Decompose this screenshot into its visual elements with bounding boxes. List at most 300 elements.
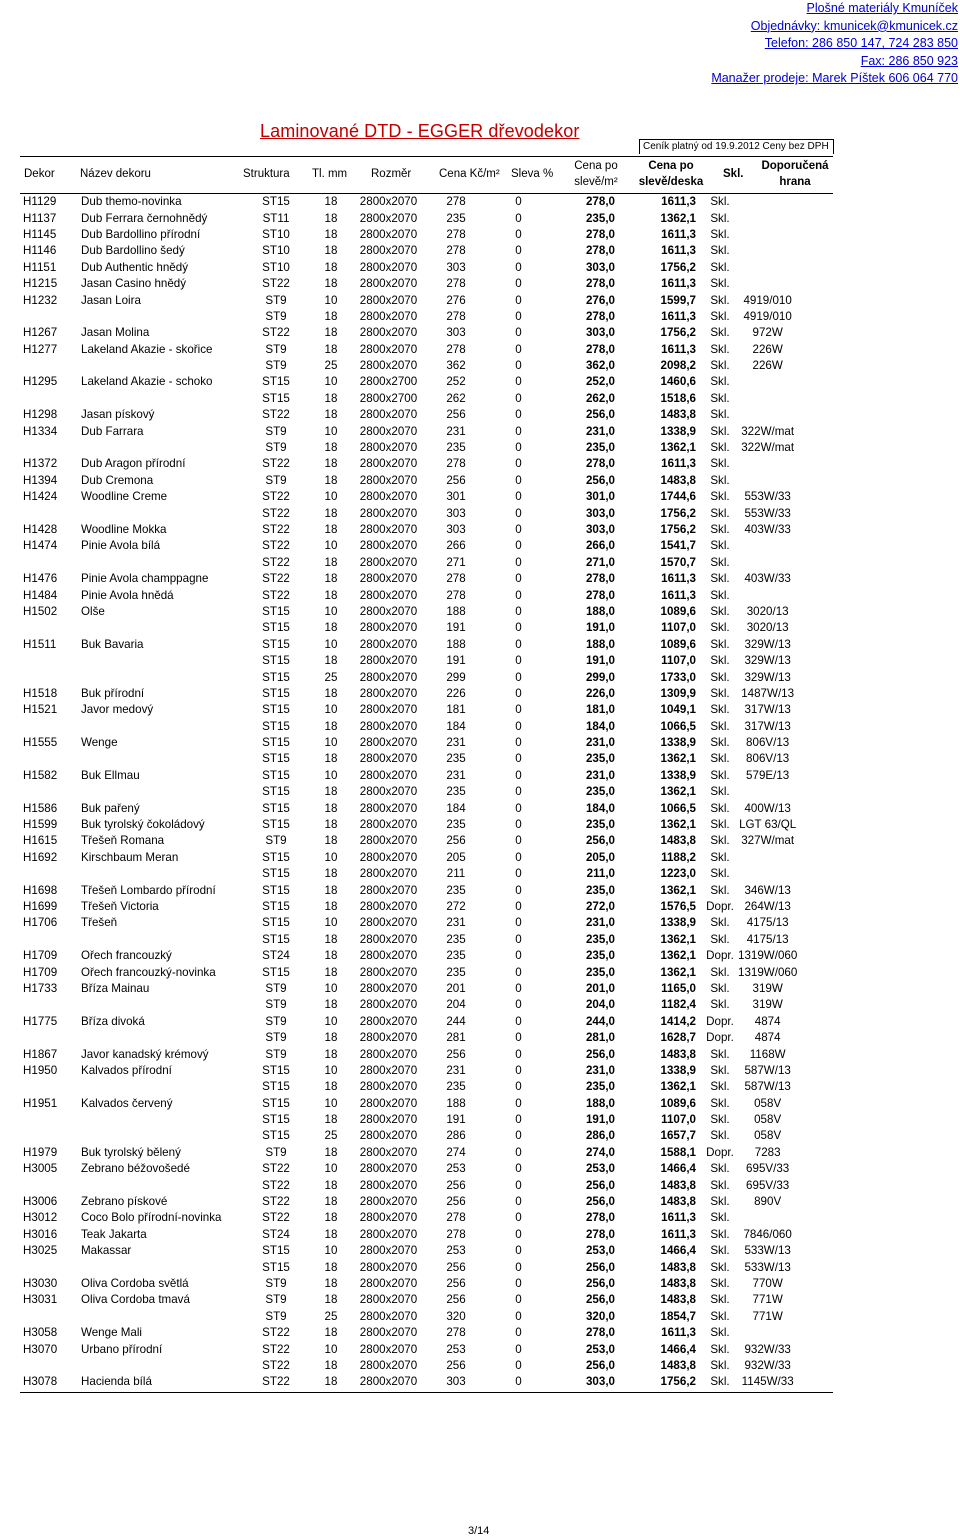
recommended-edge-cell: 403W/33 bbox=[744, 572, 791, 586]
decor-name-cell: Olše bbox=[81, 604, 105, 618]
availability-cell: Skl. bbox=[710, 1244, 730, 1258]
price-after-discount-m2-cell: 244,0 bbox=[585, 1014, 615, 1028]
structure-cell: ST15 bbox=[262, 736, 290, 750]
price-after-discount-m2-cell: 303,0 bbox=[585, 523, 615, 536]
price-cell: 188 bbox=[446, 1096, 466, 1110]
price-cell: 362 bbox=[446, 359, 466, 373]
discount-cell: 0 bbox=[515, 211, 522, 225]
discount-cell: 0 bbox=[515, 309, 522, 323]
price-after-discount-board-cell: 1165,0 bbox=[661, 981, 696, 995]
price-after-discount-board-cell: 1483,8 bbox=[660, 1047, 696, 1061]
structure-cell: ST22 bbox=[262, 539, 290, 553]
table-row bbox=[20, 1112, 797, 1128]
price-after-discount-m2-cell: 256,0 bbox=[585, 473, 615, 487]
decor-code-cell: H1476 bbox=[23, 572, 58, 586]
structure-cell: ST15 bbox=[262, 703, 290, 717]
decor-code-cell bbox=[20, 1309, 81, 1325]
decor-code-cell: H1424 bbox=[23, 490, 58, 504]
thickness-cell: 18 bbox=[324, 1195, 338, 1209]
thickness-cell: 18 bbox=[324, 654, 338, 668]
structure-cell: ST15 bbox=[262, 1080, 290, 1094]
table-row bbox=[20, 997, 797, 1013]
dimension-cell: 2800x2070 bbox=[359, 1080, 418, 1094]
price-cell: 235 bbox=[446, 932, 466, 946]
price-cell: 235 bbox=[446, 965, 466, 979]
phone-link[interactable]: Telefon: 286 850 147, 724 283 850 bbox=[764, 36, 958, 51]
structure-cell: ST9 bbox=[265, 1014, 287, 1028]
dimension-cell: 2800x2070 bbox=[359, 670, 418, 684]
structure-cell: ST15 bbox=[262, 604, 290, 618]
recommended-edge-cell: 890V bbox=[754, 1195, 782, 1209]
page-number: 3/14 bbox=[468, 1525, 490, 1537]
price-after-discount-board-cell: 1466,4 bbox=[660, 1162, 696, 1176]
decor-code-cell: H1951 bbox=[23, 1096, 58, 1110]
availability-cell: Skl. bbox=[710, 916, 730, 930]
price-cell: 266 bbox=[446, 539, 466, 553]
dimension-cell: 2800x2070 bbox=[359, 686, 418, 700]
thickness-cell: 18 bbox=[324, 342, 338, 356]
discount-cell: 0 bbox=[515, 1031, 522, 1045]
availability-cell: Skl. bbox=[710, 719, 730, 733]
thickness-cell: 18 bbox=[324, 523, 338, 536]
price-cell: 235 bbox=[446, 883, 466, 897]
decor-code-cell: H1586 bbox=[23, 801, 58, 815]
discount-cell: 0 bbox=[515, 1063, 522, 1077]
thickness-cell: 10 bbox=[324, 539, 338, 553]
header-rozmer: Rozměr bbox=[371, 168, 412, 180]
table-row bbox=[20, 1079, 797, 1095]
table-row bbox=[20, 850, 797, 866]
price-after-discount-m2-cell: 303,0 bbox=[585, 1375, 615, 1389]
structure-cell: ST15 bbox=[262, 883, 290, 897]
recommended-edge-cell: 932W/33 bbox=[744, 1358, 791, 1372]
price-after-discount-board-cell: 2098,2 bbox=[660, 359, 696, 373]
price-after-discount-board-cell: 1611,3 bbox=[661, 342, 696, 356]
availability-cell: Skl. bbox=[710, 260, 730, 274]
dimension-cell: 2800x2070 bbox=[359, 523, 418, 536]
decor-name-cell bbox=[81, 719, 246, 735]
recommended-edge-cell: 327W/mat bbox=[741, 834, 795, 848]
table-row bbox=[20, 243, 797, 259]
decor-code-cell: H3025 bbox=[23, 1244, 58, 1258]
discount-cell: 0 bbox=[515, 424, 522, 438]
table-row bbox=[20, 1128, 797, 1144]
availability-cell: Skl. bbox=[710, 850, 730, 864]
decor-name-cell: Makassar bbox=[81, 1244, 132, 1258]
decor-name-cell bbox=[81, 358, 246, 374]
availability-cell: Skl. bbox=[710, 588, 730, 602]
recommended-edge-cell bbox=[738, 210, 797, 226]
recommended-edge-cell: 806V/13 bbox=[746, 752, 790, 766]
price-after-discount-board-cell: 1362,1 bbox=[660, 932, 696, 946]
availability-cell: Dopr. bbox=[706, 899, 734, 913]
price-cell: 272 bbox=[446, 899, 466, 913]
discount-cell: 0 bbox=[515, 408, 522, 422]
structure-cell: ST9 bbox=[265, 309, 287, 323]
availability-cell: Skl. bbox=[710, 359, 730, 373]
decor-name-cell bbox=[81, 1259, 246, 1275]
price-after-discount-m2-cell: 274,0 bbox=[585, 1145, 615, 1159]
dimension-cell: 2800x2070 bbox=[359, 965, 418, 979]
thickness-cell: 10 bbox=[324, 916, 338, 930]
price-cell: 256 bbox=[446, 1358, 466, 1372]
recommended-edge-cell: 7846/060 bbox=[743, 1227, 792, 1241]
table-row bbox=[20, 555, 797, 571]
thickness-cell: 10 bbox=[324, 850, 338, 864]
fax-link[interactable]: Fax: 286 850 923 bbox=[860, 53, 958, 68]
availability-cell: Skl. bbox=[710, 818, 730, 832]
price-cell: 278 bbox=[446, 588, 466, 602]
decor-name-cell: Dub Bardollino přírodní bbox=[81, 227, 201, 241]
decor-name-cell: Javor medový bbox=[81, 703, 154, 717]
price-after-discount-board-cell: 1599,7 bbox=[660, 293, 696, 307]
decor-code-cell: H3030 bbox=[23, 1276, 58, 1290]
discount-cell: 0 bbox=[515, 1145, 522, 1159]
price-after-discount-board-cell: 1541,7 bbox=[660, 539, 696, 553]
thickness-cell: 18 bbox=[324, 686, 338, 700]
recommended-edge-cell bbox=[738, 555, 797, 571]
table-row bbox=[20, 473, 797, 489]
price-after-discount-board-cell: 1182,4 bbox=[661, 998, 696, 1012]
availability-cell: Skl. bbox=[710, 703, 730, 717]
dimension-cell: 2800x2070 bbox=[359, 342, 418, 356]
price-cell: 262 bbox=[446, 391, 466, 405]
recommended-edge-cell: 4874 bbox=[754, 1031, 781, 1045]
decor-code-cell: H1484 bbox=[23, 588, 58, 602]
header-edge: Doporučená hrana bbox=[761, 160, 829, 188]
price-cell: 303 bbox=[446, 326, 466, 340]
dimension-cell: 2800x2070 bbox=[359, 588, 418, 602]
thickness-cell: 18 bbox=[324, 1145, 338, 1159]
structure-cell: ST9 bbox=[265, 342, 287, 356]
price-after-discount-m2-cell: 262,0 bbox=[585, 391, 615, 405]
price-after-discount-board-cell: 1483,8 bbox=[660, 1260, 696, 1274]
thickness-cell: 18 bbox=[324, 195, 338, 209]
dimension-cell: 2800x2070 bbox=[359, 211, 418, 225]
thickness-cell: 10 bbox=[324, 604, 338, 618]
availability-cell: Skl. bbox=[710, 539, 730, 553]
thickness-cell: 18 bbox=[324, 932, 338, 946]
price-after-discount-m2-cell: 181,0 bbox=[585, 703, 615, 717]
company-name[interactable]: Plošné materiály Kmuníček bbox=[806, 1, 958, 15]
recommended-edge-cell: 1487W/13 bbox=[741, 686, 795, 700]
decor-name-cell: Dub Ferrara černohnědý bbox=[81, 211, 208, 225]
price-after-discount-board-cell: 1756,2 bbox=[660, 260, 696, 274]
dimension-cell: 2800x2700 bbox=[359, 375, 418, 389]
discount-cell: 0 bbox=[515, 1293, 522, 1307]
structure-cell: ST15 bbox=[262, 654, 290, 668]
decor-code-cell bbox=[20, 669, 81, 685]
price-after-discount-m2-cell: 253,0 bbox=[585, 1162, 615, 1176]
availability-cell: Dopr. bbox=[706, 949, 734, 963]
decor-code-cell bbox=[20, 1079, 81, 1095]
decor-code-cell bbox=[20, 784, 81, 800]
availability-cell: Skl. bbox=[710, 768, 730, 782]
table-row bbox=[20, 358, 797, 374]
discount-cell: 0 bbox=[515, 932, 522, 946]
dimension-cell: 2800x2070 bbox=[359, 1145, 418, 1159]
availability-cell: Skl. bbox=[710, 834, 730, 848]
availability-cell: Skl. bbox=[710, 981, 730, 995]
price-after-discount-board-cell: 1338,9 bbox=[660, 736, 696, 750]
table-row bbox=[20, 1095, 797, 1111]
dimension-cell: 2800x2070 bbox=[359, 1276, 418, 1290]
price-after-discount-board-cell: 1089,6 bbox=[660, 637, 696, 651]
dimension-cell: 2800x2070 bbox=[359, 1047, 418, 1061]
structure-cell: ST15 bbox=[262, 932, 290, 946]
discount-cell: 0 bbox=[515, 604, 522, 618]
decor-name-cell: Wenge bbox=[81, 736, 118, 750]
header-thickness: Tl. mm bbox=[312, 168, 348, 180]
price-after-discount-board-cell: 1483,8 bbox=[660, 1276, 696, 1290]
recommended-edge-cell: 058V bbox=[754, 1096, 782, 1110]
dimension-cell: 2800x2070 bbox=[359, 490, 418, 504]
price-after-discount-m2-cell: 231,0 bbox=[585, 424, 615, 438]
discount-cell: 0 bbox=[515, 473, 522, 487]
price-after-discount-board-cell: 1756,2 bbox=[660, 1375, 696, 1389]
price-cell: 256 bbox=[446, 1293, 466, 1307]
discount-cell: 0 bbox=[515, 391, 522, 405]
structure-cell: ST22 bbox=[262, 588, 290, 602]
discount-cell: 0 bbox=[515, 1326, 522, 1340]
thickness-cell: 25 bbox=[324, 359, 338, 373]
discount-cell: 0 bbox=[515, 195, 522, 209]
price-after-discount-m2-cell: 231,0 bbox=[585, 1063, 615, 1077]
price-after-discount-board-cell: 1089,6 bbox=[660, 1096, 696, 1110]
discount-cell: 0 bbox=[515, 686, 522, 700]
recommended-edge-cell: 1168W bbox=[749, 1047, 786, 1061]
price-after-discount-m2-cell: 235,0 bbox=[585, 949, 615, 963]
decor-code-cell: H1372 bbox=[23, 457, 58, 471]
dimension-cell: 2800x2070 bbox=[359, 539, 418, 553]
price-cell: 278 bbox=[446, 1326, 466, 1340]
decor-name-cell bbox=[81, 1309, 246, 1325]
table-row bbox=[20, 1161, 797, 1177]
decor-code-cell: H1215 bbox=[23, 277, 58, 291]
thickness-cell: 18 bbox=[324, 244, 338, 258]
recommended-edge-cell: 4919/010 bbox=[743, 309, 792, 323]
structure-cell: ST10 bbox=[262, 227, 290, 241]
dimension-cell: 2800x2070 bbox=[359, 1195, 418, 1209]
header-struktura: Struktura bbox=[243, 168, 290, 180]
structure-cell: ST15 bbox=[262, 818, 290, 832]
structure-cell: ST15 bbox=[262, 785, 290, 799]
price-cell: 235 bbox=[446, 441, 466, 455]
company-contact bbox=[711, 0, 958, 88]
availability-cell: Skl. bbox=[710, 1063, 730, 1077]
discount-cell: 0 bbox=[515, 818, 522, 832]
structure-cell: ST22 bbox=[262, 1342, 290, 1356]
recommended-edge-cell bbox=[738, 374, 797, 390]
price-after-discount-m2-cell: 278,0 bbox=[585, 457, 615, 471]
price-after-discount-board-cell: 1570,7 bbox=[660, 555, 696, 569]
structure-cell: ST15 bbox=[262, 1260, 290, 1274]
decor-code-cell bbox=[20, 620, 81, 636]
thickness-cell: 18 bbox=[324, 1375, 338, 1389]
structure-cell: ST22 bbox=[262, 1326, 290, 1340]
decor-name-cell: Oliva Cordoba tmavá bbox=[81, 1293, 190, 1307]
decor-code-cell: H1599 bbox=[23, 818, 58, 832]
price-after-discount-m2-cell: 256,0 bbox=[585, 1260, 615, 1274]
price-after-discount-m2-cell: 256,0 bbox=[585, 1358, 615, 1372]
decor-name-cell: Dub Aragon přírodní bbox=[81, 457, 186, 471]
decor-name-cell bbox=[81, 1128, 246, 1144]
recommended-edge-cell: 1319W/060 bbox=[738, 965, 798, 979]
price-after-discount-board-cell: 1611,3 bbox=[661, 309, 696, 323]
price-after-discount-m2-cell: 235,0 bbox=[585, 818, 615, 832]
decor-code-cell: H1775 bbox=[23, 1014, 58, 1028]
price-cell: 256 bbox=[446, 1195, 466, 1209]
price-after-discount-board-cell: 1362,1 bbox=[660, 818, 696, 832]
price-after-discount-m2-cell: 266,0 bbox=[585, 539, 615, 553]
recommended-edge-cell bbox=[738, 1325, 797, 1341]
decor-name-cell: Třešeň Victoria bbox=[81, 899, 159, 913]
decor-name-cell: Wenge Mali bbox=[81, 1326, 143, 1340]
recommended-edge-cell bbox=[738, 276, 797, 292]
price-after-discount-board-cell: 1733,0 bbox=[660, 670, 696, 684]
discount-cell: 0 bbox=[515, 1276, 522, 1290]
availability-cell: Skl. bbox=[710, 309, 730, 323]
price-after-discount-board-cell: 1483,8 bbox=[660, 1358, 696, 1372]
discount-cell: 0 bbox=[515, 867, 522, 881]
recommended-edge-cell bbox=[738, 456, 797, 472]
thickness-cell: 18 bbox=[324, 621, 338, 635]
decor-code-cell bbox=[20, 653, 81, 669]
table-row bbox=[20, 440, 797, 456]
availability-cell: Skl. bbox=[710, 1096, 730, 1110]
availability-cell: Skl. bbox=[710, 883, 730, 897]
thickness-cell: 10 bbox=[324, 703, 338, 717]
price-after-discount-m2-cell: 188,0 bbox=[585, 1096, 615, 1110]
table-row bbox=[20, 489, 797, 505]
decor-name-cell: Woodline Creme bbox=[81, 490, 168, 504]
price-after-discount-board-cell: 1223,0 bbox=[660, 867, 696, 881]
recommended-edge-cell: 346W/13 bbox=[744, 883, 791, 897]
decor-code-cell bbox=[20, 391, 81, 407]
availability-cell: Skl. bbox=[710, 1080, 730, 1094]
recommended-edge-cell bbox=[738, 407, 797, 423]
decor-name-cell bbox=[81, 932, 246, 948]
price-after-discount-m2-cell: 226,0 bbox=[585, 686, 615, 700]
price-cell: 205 bbox=[446, 850, 466, 864]
structure-cell: ST9 bbox=[265, 1047, 287, 1061]
discount-cell: 0 bbox=[515, 506, 522, 520]
price-cell: 226 bbox=[446, 686, 466, 700]
availability-cell: Skl. bbox=[710, 1129, 730, 1143]
dimension-cell: 2800x2070 bbox=[359, 850, 418, 864]
structure-cell: ST11 bbox=[262, 211, 290, 225]
price-after-discount-m2-cell: 253,0 bbox=[585, 1244, 615, 1258]
structure-cell: ST22 bbox=[262, 506, 290, 520]
table-row bbox=[20, 1292, 797, 1308]
price-after-discount-board-cell: 1483,8 bbox=[660, 408, 696, 422]
discount-cell: 0 bbox=[515, 375, 522, 389]
price-cell: 256 bbox=[446, 1178, 466, 1192]
price-cell: 256 bbox=[446, 408, 466, 422]
discount-cell: 0 bbox=[515, 441, 522, 455]
price-after-discount-m2-cell: 191,0 bbox=[585, 654, 615, 668]
price-after-discount-board-cell: 1107,0 bbox=[661, 621, 696, 635]
dimension-cell: 2800x2070 bbox=[359, 621, 418, 635]
decor-name-cell: Ořech francouzký bbox=[81, 949, 172, 963]
decor-name-cell bbox=[81, 653, 246, 669]
price-cell: 188 bbox=[446, 604, 466, 618]
discount-cell: 0 bbox=[515, 1178, 522, 1192]
header-sleva: Sleva % bbox=[511, 168, 554, 180]
table-row bbox=[20, 620, 797, 636]
price-after-discount-board-cell: 1107,0 bbox=[661, 1113, 696, 1127]
sales-manager-link[interactable]: Manažer prodeje: Marek Píštek 606 064 770 bbox=[711, 71, 958, 86]
structure-cell: ST9 bbox=[265, 359, 287, 373]
thickness-cell: 18 bbox=[324, 883, 338, 897]
discount-cell: 0 bbox=[515, 670, 522, 684]
recommended-edge-cell: 533W/13 bbox=[744, 1260, 791, 1274]
availability-cell: Skl. bbox=[710, 654, 730, 668]
price-after-discount-board-cell: 1756,2 bbox=[660, 506, 696, 520]
decor-name-cell: Kalvados přírodní bbox=[81, 1063, 172, 1077]
table-row bbox=[20, 817, 797, 833]
availability-cell: Skl. bbox=[710, 604, 730, 618]
dimension-cell: 2800x2070 bbox=[359, 1342, 418, 1356]
table-row bbox=[20, 1276, 797, 1292]
table-row bbox=[20, 423, 797, 439]
table-row bbox=[20, 587, 797, 603]
price-table bbox=[20, 194, 797, 1391]
availability-cell: Skl. bbox=[710, 572, 730, 586]
dimension-cell: 2800x2070 bbox=[359, 719, 418, 733]
price-after-discount-m2-cell: 278,0 bbox=[585, 588, 615, 602]
recommended-edge-cell: 1319W/060 bbox=[738, 949, 798, 963]
discount-cell: 0 bbox=[515, 981, 522, 995]
price-cell: 278 bbox=[446, 195, 466, 209]
decor-code-cell: H1511 bbox=[23, 637, 57, 651]
price-after-discount-m2-cell: 320,0 bbox=[585, 1309, 615, 1323]
recommended-edge-cell: 322W/mat bbox=[741, 424, 795, 438]
discount-cell: 0 bbox=[515, 260, 522, 274]
decor-code-cell: H1232 bbox=[23, 293, 58, 307]
decor-code-cell bbox=[20, 440, 81, 456]
table-row bbox=[20, 374, 797, 390]
decor-code-cell: H1615 bbox=[23, 834, 58, 848]
decor-name-cell: Urbano přírodní bbox=[81, 1342, 163, 1356]
discount-cell: 0 bbox=[515, 1047, 522, 1061]
table-row bbox=[20, 686, 797, 702]
price-after-discount-board-cell: 1611,3 bbox=[661, 277, 696, 291]
price-after-discount-m2-cell: 278,0 bbox=[585, 195, 615, 209]
structure-cell: ST15 bbox=[262, 752, 290, 766]
dimension-cell: 2800x2070 bbox=[359, 195, 418, 209]
orders-email-link[interactable]: Objednávky: kmunicek@kmunicek.cz bbox=[750, 18, 958, 33]
recommended-edge-cell: 403W/33 bbox=[744, 523, 791, 536]
dimension-cell: 2800x2070 bbox=[359, 1063, 418, 1077]
discount-cell: 0 bbox=[515, 703, 522, 717]
price-after-discount-m2-cell: 256,0 bbox=[585, 408, 615, 422]
dimension-cell: 2800x2700 bbox=[359, 391, 418, 405]
structure-cell: ST9 bbox=[265, 834, 287, 848]
structure-cell: ST15 bbox=[262, 1244, 290, 1258]
price-cell: 235 bbox=[446, 949, 466, 963]
discount-cell: 0 bbox=[515, 1244, 522, 1258]
availability-cell: Skl. bbox=[710, 211, 730, 225]
decor-code-cell: H1474 bbox=[23, 539, 58, 553]
thickness-cell: 10 bbox=[324, 736, 338, 750]
decor-name-cell: Kalvados červený bbox=[81, 1096, 173, 1110]
dimension-cell: 2800x2070 bbox=[359, 637, 418, 651]
decor-name-cell: Jasan Molina bbox=[81, 326, 150, 340]
structure-cell: ST15 bbox=[262, 1096, 290, 1110]
recommended-edge-cell: 553W/33 bbox=[744, 490, 791, 504]
price-after-discount-m2-cell: 303,0 bbox=[585, 506, 615, 520]
